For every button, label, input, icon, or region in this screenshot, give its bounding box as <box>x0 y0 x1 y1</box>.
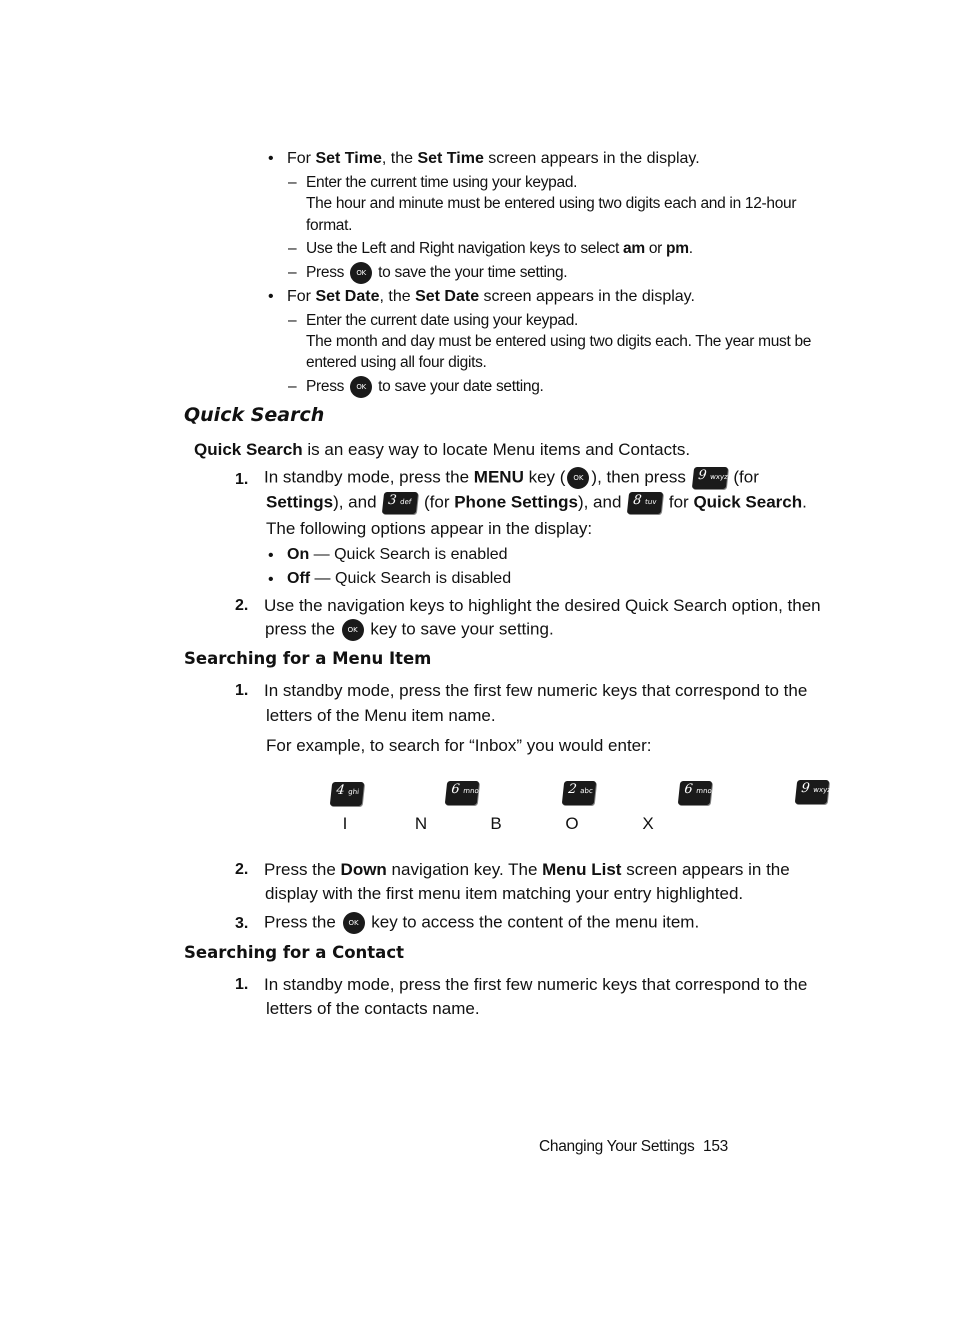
contact-step1-line1: In standby mode, press the first few numeric keys that correspond to the <box>264 975 808 994</box>
bullet: • <box>268 288 274 305</box>
dash: – <box>288 174 297 191</box>
contact-step1-line2: letters of the contacts name. <box>266 999 480 1018</box>
set-time-sub1-line2: The hour and minute must be entered using two digits each and in 12-hour <box>306 195 797 212</box>
ok-key-icon: OK <box>350 262 372 284</box>
footer-section-title: Changing Your Settings <box>539 1138 695 1155</box>
step-number: 1. <box>235 682 249 699</box>
menu-item-step1-line1: In standby mode, press the first few numeric keys that correspond to the <box>264 681 808 700</box>
key-letter: N <box>414 814 428 833</box>
quick-search-step2-line1: Use the navigation keys to highlight the desired Quick Search option, then <box>264 596 821 615</box>
step-number: 1. <box>235 471 249 488</box>
set-date-line: For Set Date, the Set Date screen appears in the display. <box>287 288 695 305</box>
step-number: 2. <box>235 597 249 614</box>
key-4-ghi-icon: 4 ghi <box>330 782 365 806</box>
menu-item-step3: Press the OK key to access the content of the menu item. <box>264 912 699 934</box>
dash: – <box>288 240 297 257</box>
set-time-sub3: Press OK to save the your time setting. <box>306 262 567 284</box>
set-time-sub1-line3: format. <box>306 217 353 234</box>
key-letter: X <box>642 814 654 833</box>
page-number: 153 <box>703 1138 728 1155</box>
bullet: • <box>268 571 274 588</box>
set-time-line: For Set Time, the Set Time screen appears in the display. <box>287 150 700 167</box>
ok-key-icon: OK <box>350 376 372 398</box>
step-number: 1. <box>235 976 249 993</box>
quick-search-step1-line2: Settings), and 3 def (for Phone Settings), and 8 tuv for Quick Search. <box>266 492 807 514</box>
quick-search-heading: Quick Search <box>184 404 325 426</box>
key-6-mno-icon: 6 mno <box>678 781 713 805</box>
key-letter: I <box>342 814 348 833</box>
quick-search-step1-line1: In standby mode, press the MENU key ( OK ), then press 9 wxyz (for <box>264 467 759 489</box>
quick-search-intro: Quick Search is an easy way to locate Menu items and Contacts. <box>194 440 691 459</box>
key-letter: O <box>565 814 579 833</box>
quick-search-options-intro: The following options appear in the display: <box>266 519 593 538</box>
ok-key-icon: OK <box>343 912 365 934</box>
key-6-mno-icon: 6 mno <box>445 781 480 805</box>
menu-item-heading: Searching for a Menu Item <box>184 649 432 668</box>
menu-item-step1-line2: letters of the Menu item name. <box>266 706 496 725</box>
bullet: • <box>268 150 274 167</box>
option-off: Off — Quick Search is disabled <box>287 570 512 587</box>
dash: – <box>288 378 297 395</box>
menu-item-step2-line1: Press the Down navigation key. The Menu List screen appears in the <box>264 860 790 879</box>
key-2-abc-icon: 2 abc <box>562 781 597 805</box>
key-9-wxyz-icon: 9 wxyz <box>691 467 727 489</box>
set-time-sub2: Use the Left and Right navigation keys to select am or pm. <box>306 240 693 257</box>
ok-key-icon: OK <box>567 467 589 489</box>
set-date-sub1-line3: entered using all four digits. <box>306 354 487 371</box>
dash: – <box>288 312 297 329</box>
dash: – <box>288 264 297 281</box>
set-date-sub1-line2: The month and day must be entered using two digits each. The year must be <box>306 333 812 350</box>
key-8-tuv-icon: 8 tuv <box>627 492 663 514</box>
step-number: 3. <box>235 915 249 932</box>
menu-item-example: For example, to search for “Inbox” you would enter: <box>266 736 652 755</box>
key-9-wxyz-icon: 9 wxyz <box>795 780 830 804</box>
step-number: 2. <box>235 861 249 878</box>
bullet: • <box>268 547 274 564</box>
ok-key-icon: OK <box>342 619 364 641</box>
set-date-sub1: Enter the current date using your keypad. <box>306 312 579 329</box>
option-on: On — Quick Search is enabled <box>287 546 508 563</box>
key-3-def-icon: 3 def <box>382 492 418 514</box>
key-letter: B <box>490 814 502 833</box>
contact-heading: Searching for a Contact <box>184 943 404 962</box>
menu-item-step2-line2: display with the first menu item matching your entry highlighted. <box>265 884 744 903</box>
set-date-sub2: Press OK to save your date setting. <box>306 376 544 398</box>
quick-search-step2-line2: press the OK key to save your setting. <box>265 619 554 641</box>
set-time-sub1: Enter the current time using your keypad. <box>306 174 578 191</box>
